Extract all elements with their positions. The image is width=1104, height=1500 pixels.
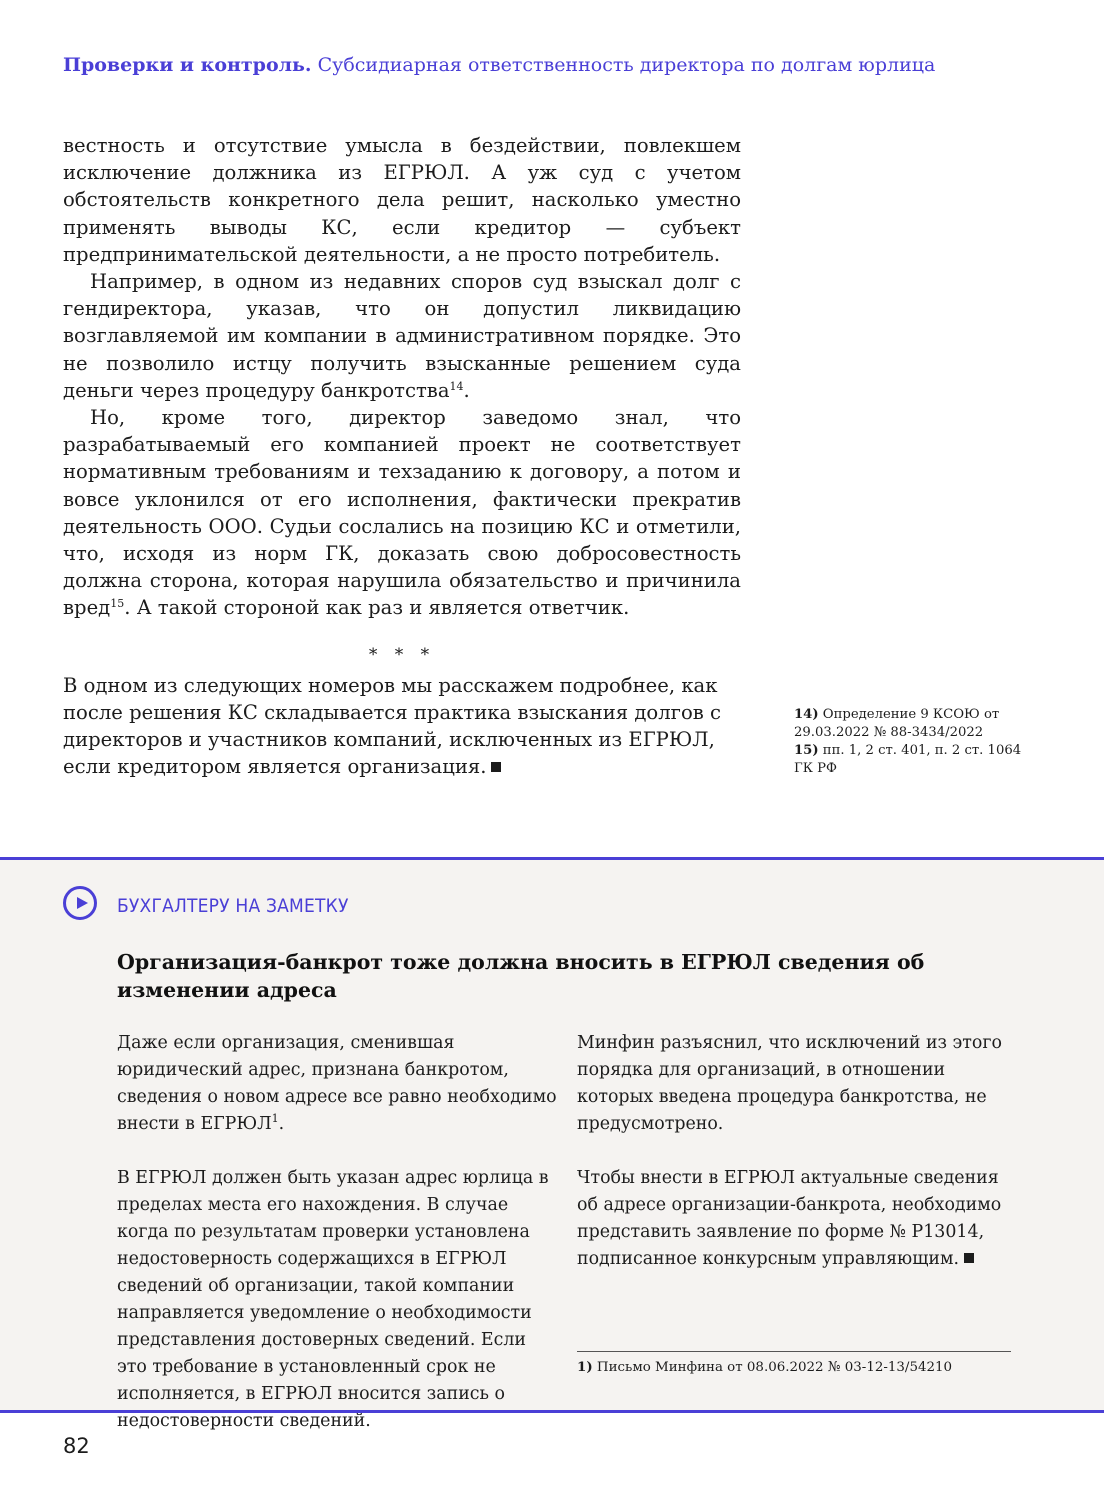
article-paragraph: Но, кроме того, директор заведомо знал, что разрабатываемый его компанией проект не соответствует нормативным требованиям и техзаданию к договору, а потом и вовсе уклонился от его исполнения, фактически прекратив деятельность ООО. Судьи сослались на позицию КС и отметили, что, исходя из норм ГК, доказать свою добросовестность должна сторона, которая нарушила обязательство и причинила вред$^{15}$. А такой стороной как раз и является ответчик.	[63, 406, 741, 620]
section-separator: * * *	[368, 644, 436, 665]
footnote-divider	[577, 1351, 1011, 1352]
box-paragraph: Даже если организация, сменившая юридический адрес, признана банкротом, сведения о новом адресе все равно необходимо внести в ЕГРЮЛ$^1$.	[117, 1033, 557, 1134]
accountant-note-box	[0, 857, 1104, 1431]
end-mark-icon	[491, 762, 501, 772]
box-paragraph: Чтобы внести в ЕГРЮЛ актуальные сведения об адресе организации-банкрота, необходимо представить заявление по форме № Р13014, подписанное конкурсным управляющим.	[577, 1168, 1002, 1269]
box-paragraph: В ЕГРЮЛ должен быть указан адрес юрлица в пределах места его нахождения. В случае когда по результатам проверки установлена недостоверность содержащихся в ЕГРЮЛ сведений об организации, такой компании направляется уведомление о необходимости представления достоверных сведений. Если это требование в установленный срок не исполняется, в ЕГРЮЛ вносится запись о недостоверности сведений.	[117, 1168, 549, 1431]
article-paragraph: вестность и отсутствие умысла в бездействии, повлекшем исключение должника из ЕГРЮЛ. А уж суд с учетом обстоятельств конкретного дела решит, насколько уместно применять выводы КС, если кредитор — субъект предпринимательской деятельности, а не просто потребитель.	[63, 134, 741, 266]
box-footnote: 1) Письмо Минфина от 08.06.2022 № 03-12-13/54210	[577, 1359, 953, 1375]
running-header	[63, 54, 1063, 76]
header-section: Проверки и контроль.	[63, 54, 312, 76]
side-footnotes	[794, 706, 1034, 778]
header-title: Субсидиарная ответственность директора по долгам юрлица	[317, 54, 936, 76]
footnote-ref: 15	[110, 597, 125, 611]
page-number: 82	[63, 1434, 90, 1458]
end-mark-icon	[964, 1253, 974, 1263]
box-column-right	[577, 1030, 1017, 1300]
footnote: 15) пп. 1, 2 ст. 401, п. 2 ст. 1064 ГК РФ	[794, 743, 1022, 776]
footnote-ref: 1	[271, 1112, 279, 1125]
box-column-left	[117, 1030, 557, 1462]
play-icon	[63, 886, 97, 920]
article-closing: В одном из следующих номеров мы расскажем подробнее, как после решения КС складывается практика взыскания долгов с директоров и участников компаний, исключенных из ЕГРЮЛ, если кредитором является организация.	[63, 673, 721, 779]
box-paragraph: Минфин разъяснил, что исключений из этого порядка для организаций, в отношении которых введена процедура банкротства, не предусмотрено.	[577, 1033, 1002, 1134]
box-title: Организация-банкрот тоже должна вносить в ЕГРЮЛ сведения об изменении адреса	[117, 950, 925, 1002]
article-paragraph: Например, в одном из недавних споров суд взыскал долг с гендиректора, указав, что он допустил ликвидацию возглавляемой им компании в административном порядке. Это не позволило истцу получить взысканные решением суда деньги через процедуру банкротства$^{14}$.	[63, 270, 741, 402]
box-label: БУХГАЛТЕРУ НА ЗАМЕТКУ	[117, 895, 349, 917]
footnote-ref: 14	[449, 379, 464, 393]
footnote: 14) Определение 9 КСОЮ от 29.03.2022 № 88-3434/2022	[794, 707, 1000, 740]
article-body	[63, 132, 741, 780]
